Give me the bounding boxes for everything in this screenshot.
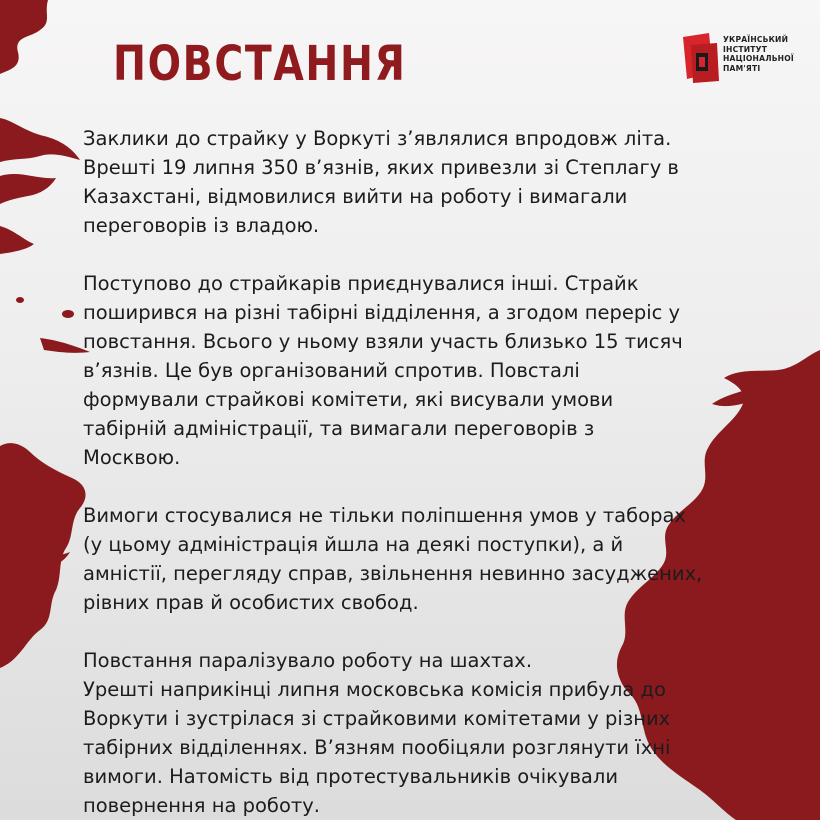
text-line: рівних прав й особистих свобод. <box>83 591 419 614</box>
splatter-left-streak-2 <box>0 174 56 204</box>
splatter-left-middle <box>0 443 86 668</box>
text-line: амністії, перегляду справ, звільнення невинно засуджених, <box>83 562 703 585</box>
text-line: (у цьому адміністрація йшла на деякі поступки), а й <box>83 533 624 556</box>
splatter-drop-1 <box>62 310 74 318</box>
text-line: Заклики до страйку у Воркуті з’являлися впродовж літа. <box>83 127 672 150</box>
text-line: повстання. Всього у ньому взяли участь близько 15 тисяч <box>83 330 683 353</box>
text-line: табірних відділеннях. В’язням пообіцяли розглянути їхні <box>83 736 671 759</box>
text-line: табірній адміністрації, та вимагали переговорів з <box>83 417 595 440</box>
logo-line: ІНСТИТУТ <box>723 44 768 54</box>
text-line: вимоги. Натомість від протестувальників очікували <box>83 765 619 788</box>
paragraph-2 <box>83 269 763 472</box>
splatter-left-streak-1 <box>0 118 80 162</box>
splatter-left-streak-3 <box>0 226 34 254</box>
text-line: Повстання паралізувало роботу на шахтах. <box>83 649 533 672</box>
paragraph-3 <box>83 501 763 617</box>
text-line: Казахстані, відмовилися вийти на роботу і вимагали <box>83 185 628 208</box>
text-line: переговорів із владою. <box>83 214 320 237</box>
text-line: Москвою. <box>83 446 181 469</box>
splatter-drop-2 <box>16 297 24 303</box>
text-line: Вимоги стосувалися не тільки поліпшення умов у таборах <box>83 504 686 527</box>
page-title: ПОВСТАННЯ <box>113 36 407 92</box>
text-line: Врешті 19 липня 350 в’язнів, яких привезли зі Степлагу в <box>83 156 679 179</box>
text-line: в’язнів. Це був організований спротив. Повсталі <box>83 359 580 382</box>
text-line: поширився на різні табірні відділення, а згодом переріс у <box>83 301 681 324</box>
text-line: Поступово до страйкарів приєднувалися інші. Страйк <box>83 272 639 295</box>
logo-line: ПАМ'ЯТІ <box>723 63 761 73</box>
paragraph-1 <box>83 124 763 240</box>
paragraph-4 <box>83 646 763 820</box>
text-line: Воркути і зустрілася зі страйковими комітетами у різних <box>83 707 671 730</box>
text-line: Урешті наприкінці липня московська комісія прибула до <box>83 678 666 701</box>
splatter-top-left <box>0 0 48 74</box>
article-body <box>83 124 763 820</box>
text-line: повернення на роботу. <box>83 794 320 817</box>
text-line: формували страйкові комітети, які висували умови <box>83 388 614 411</box>
institute-logo <box>683 33 813 83</box>
logo-line: УКРАЇНСЬКИЙ <box>723 35 789 44</box>
institute-logo-icon <box>683 33 719 83</box>
logo-line: НАЦІОНАЛЬНОЇ <box>723 54 794 63</box>
institute-logo-text <box>723 35 794 73</box>
